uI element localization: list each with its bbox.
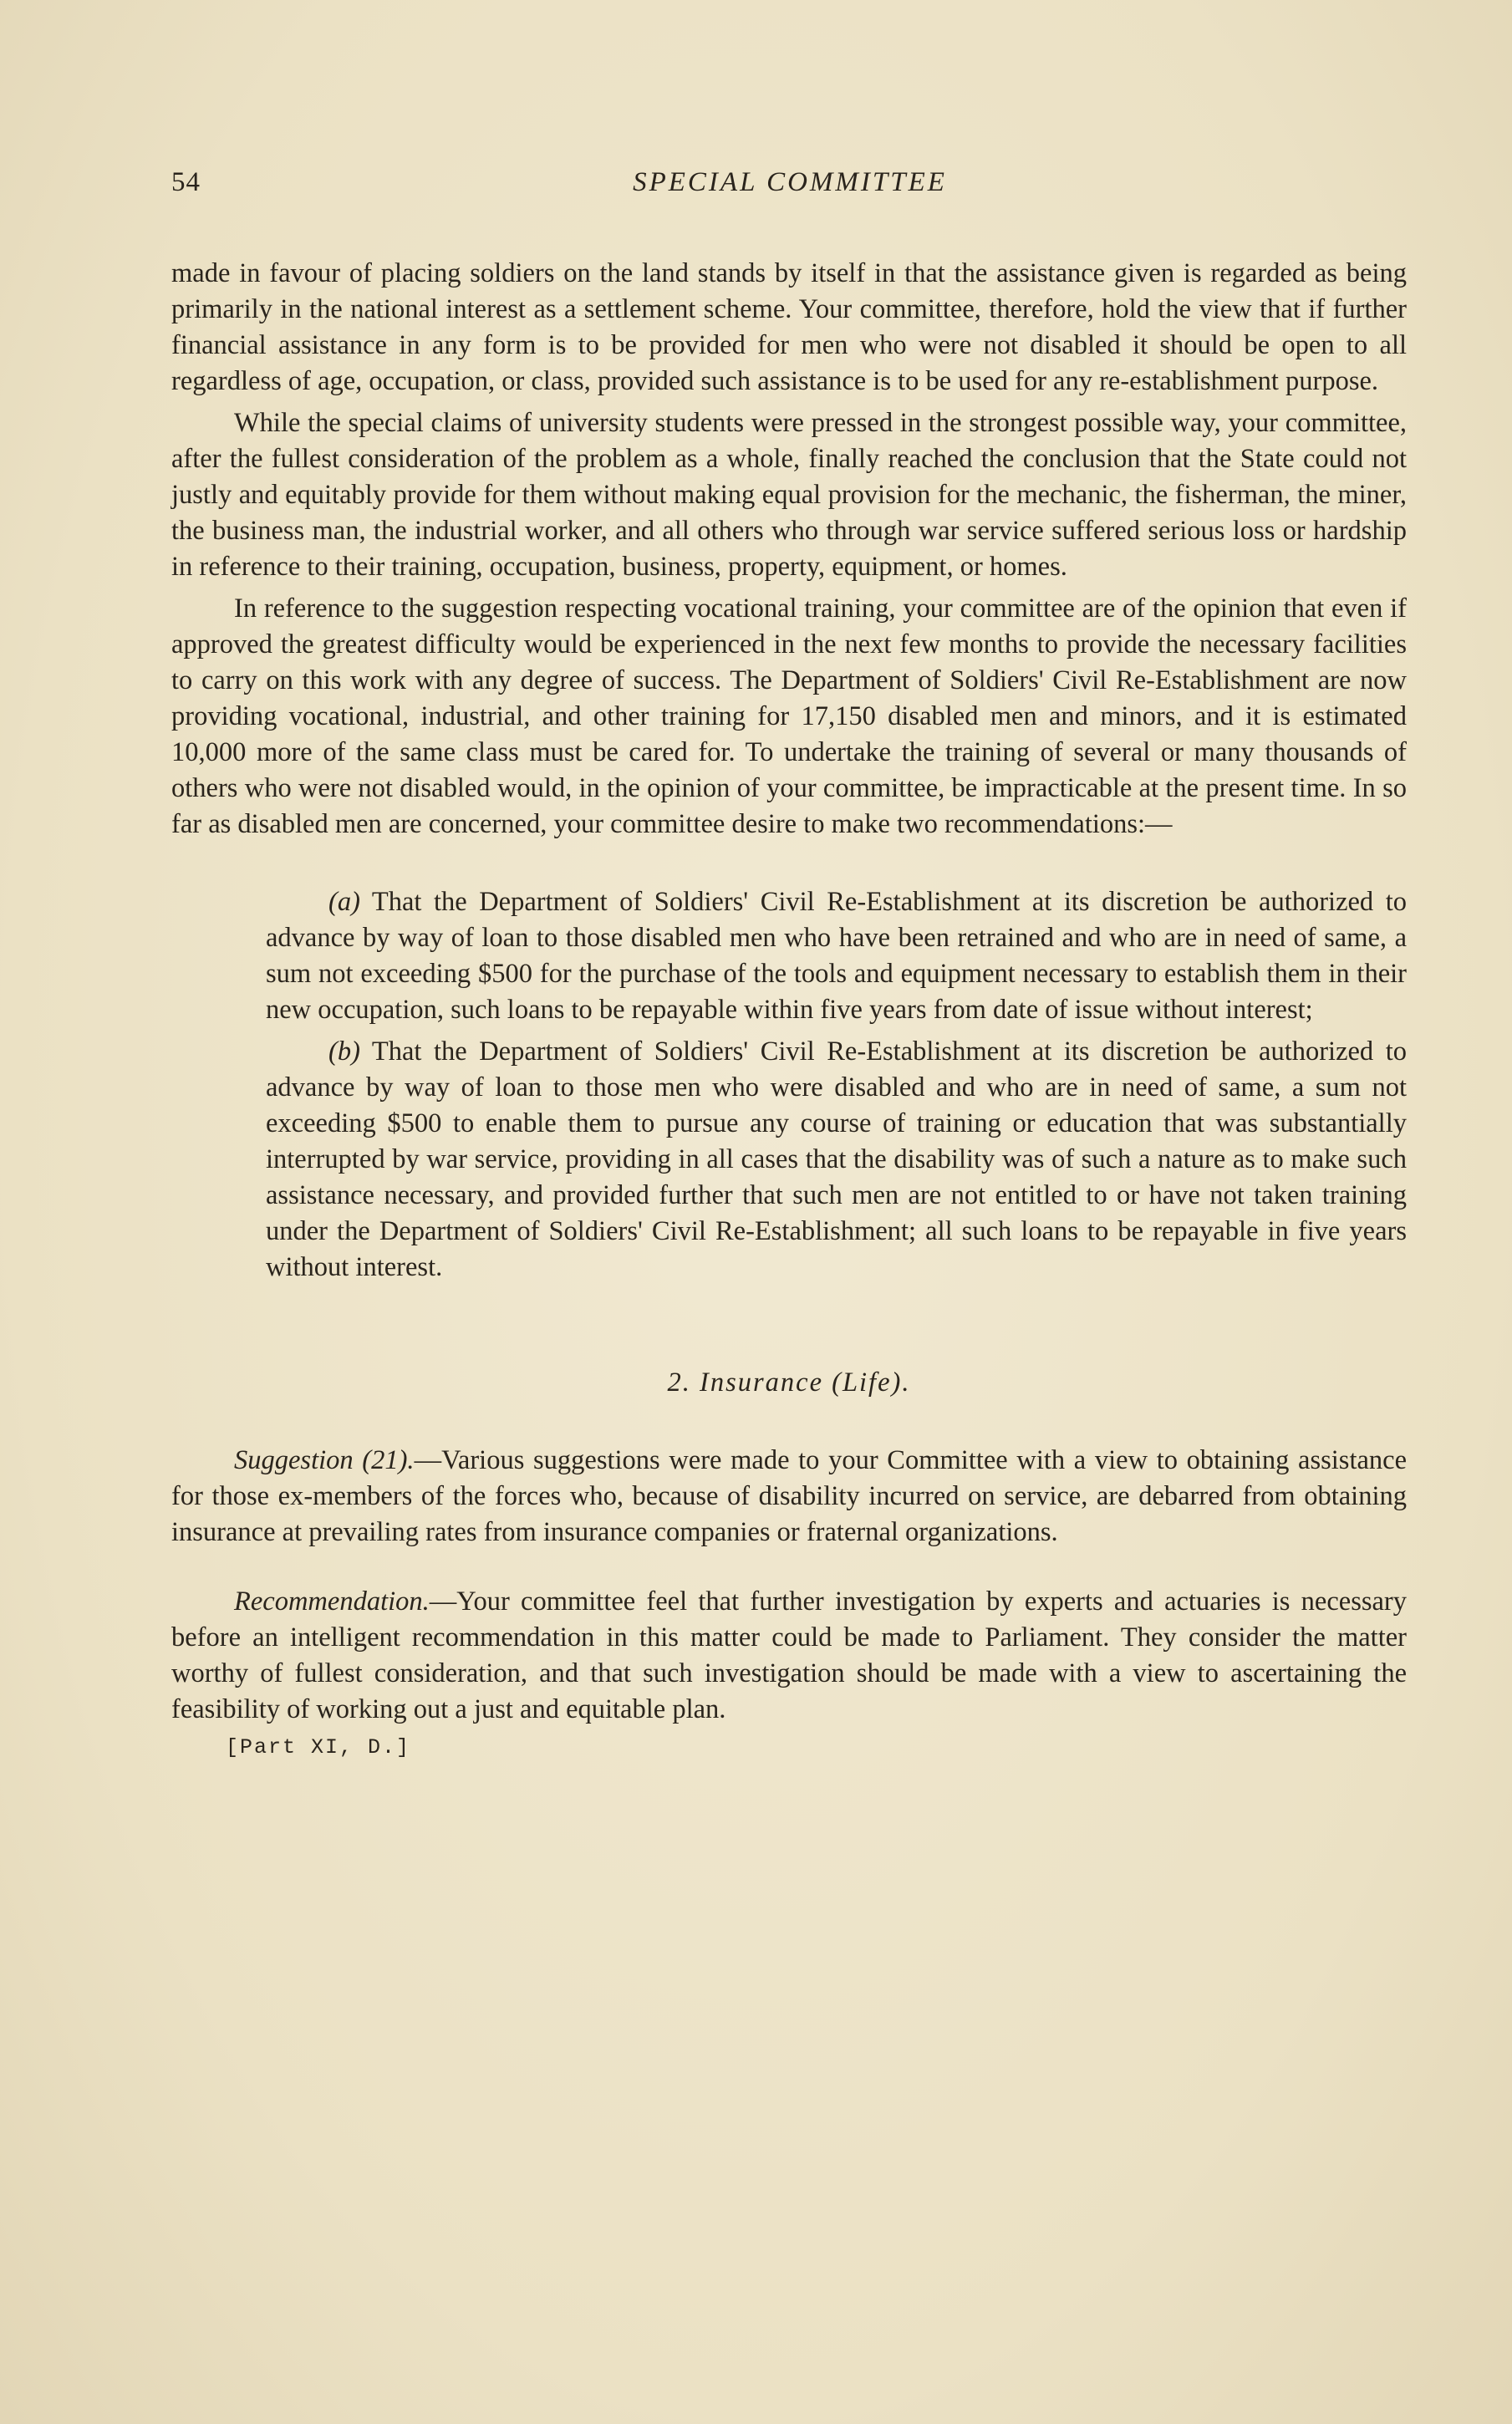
recommendation-paragraph <box>171 1584 1407 1728</box>
suggestion-lead: Suggestion (21). <box>234 1445 415 1475</box>
paragraph-university-students: While the special claims of university students were pressed in the strongest possible way, your committee, after the fullest consideration of the problem as a whole, finally reached the conclusion that the State could not justly and equitably provide for them without making equal provision for the mechanic, the fisherman, the miner, the business man, the industrial worker, and all others who through war service suffered serious loss or hardship in reference to their training, occupation, business, property, equipment, or homes. <box>171 408 1407 582</box>
page-body <box>171 256 1407 1765</box>
item-text: That the Department of Soldiers' Civil Re-Establishment at its discretion be authorized to advance by way of loan to those men who were disabled and who are in need of same, a sum not exceeding $500 to enable them to pursue any course of training or education that was substantially interrupted by war service, providing in all cases that the disability was of such a nature as to make such assistance necessary, and provided further that such men are not entitled to or have not taken training under the Department of Soldiers' Civil Re-Establishment; all such loans to be repayable in five years without interest. <box>266 1036 1407 1282</box>
part-reference: [Part XI, D.] <box>226 1735 411 1759</box>
running-head: SPECIAL COMMITTEE <box>633 167 947 197</box>
section-heading: 2. Insurance (Life). <box>667 1367 911 1398</box>
page-header <box>171 167 1408 209</box>
item-text: That the Department of Soldiers' Civil Re-Establishment at its discretion be authorized to advance by way of loan to those disabled men who have been retrained and who are in need of same, a sum not exceeding $500 for the purchase of the tools and equipment necessary to establish them in their new occupation, such loans to be repayable within five years from date of issue without interest; <box>266 887 1407 1025</box>
paragraph-continuation: made in favour of placing soldiers on the land stands by itself in that the assistance given is regarded as being primarily in the national interest as a settlement scheme. Your committee, therefore, hold the view that if further financial assistance in any form is to be provided for men who were not disabled it should be open to all regardless of age, occupation, or class, provided such assistance is to be used for any re-establishment purpose. <box>171 258 1407 396</box>
suggestion-text: —Various suggestions were made to your Committee with a view to obtaining assistance for those ex-members of the forces who, because of disability incurred on service, are debarred from obtaining insurance at prevailing rates from insurance companies or fraternal organizations. <box>171 1445 1407 1547</box>
recommendation-item-b <box>266 1034 1407 1286</box>
suggestion-paragraph <box>171 1443 1407 1551</box>
recommendation-item-a <box>266 884 1407 1028</box>
recommendation-text: —Your committee feel that further investigation by experts and actuaries is necessary before an intelligent recommendation in this matter could be made to Parliament. They consider the matter worthy of fullest consideration, and that such investigation should be made with a view to ascertaining the feasibility of working out a just and equitable plan. <box>171 1586 1407 1724</box>
item-marker: (a) <box>328 887 360 917</box>
recommendation-lead: Recommendation. <box>234 1586 430 1617</box>
item-marker: (b) <box>328 1036 360 1067</box>
page-number: 54 <box>171 167 201 197</box>
paragraph-vocational-training: In reference to the suggestion respecting vocational training, your committee are of the opinion that even if approved the greatest difficulty would be experienced in the next few months to provide the necessary facilities to carry on this work with any degree of success. The Department of Soldiers' Civil Re-Establishment are now providing vocational, industrial, and other training for 17,150 disabled men and minors, and it is estimated 10,000 more of the same class must be cared for. To undertake the training of several or many thousands of others who were not disabled would, in the opinion of your committee, be impracticable at the present time. In so far as disabled men are concerned, your committee desire to make two recommendations:— <box>171 593 1407 839</box>
recommendation-list <box>171 884 1407 1286</box>
